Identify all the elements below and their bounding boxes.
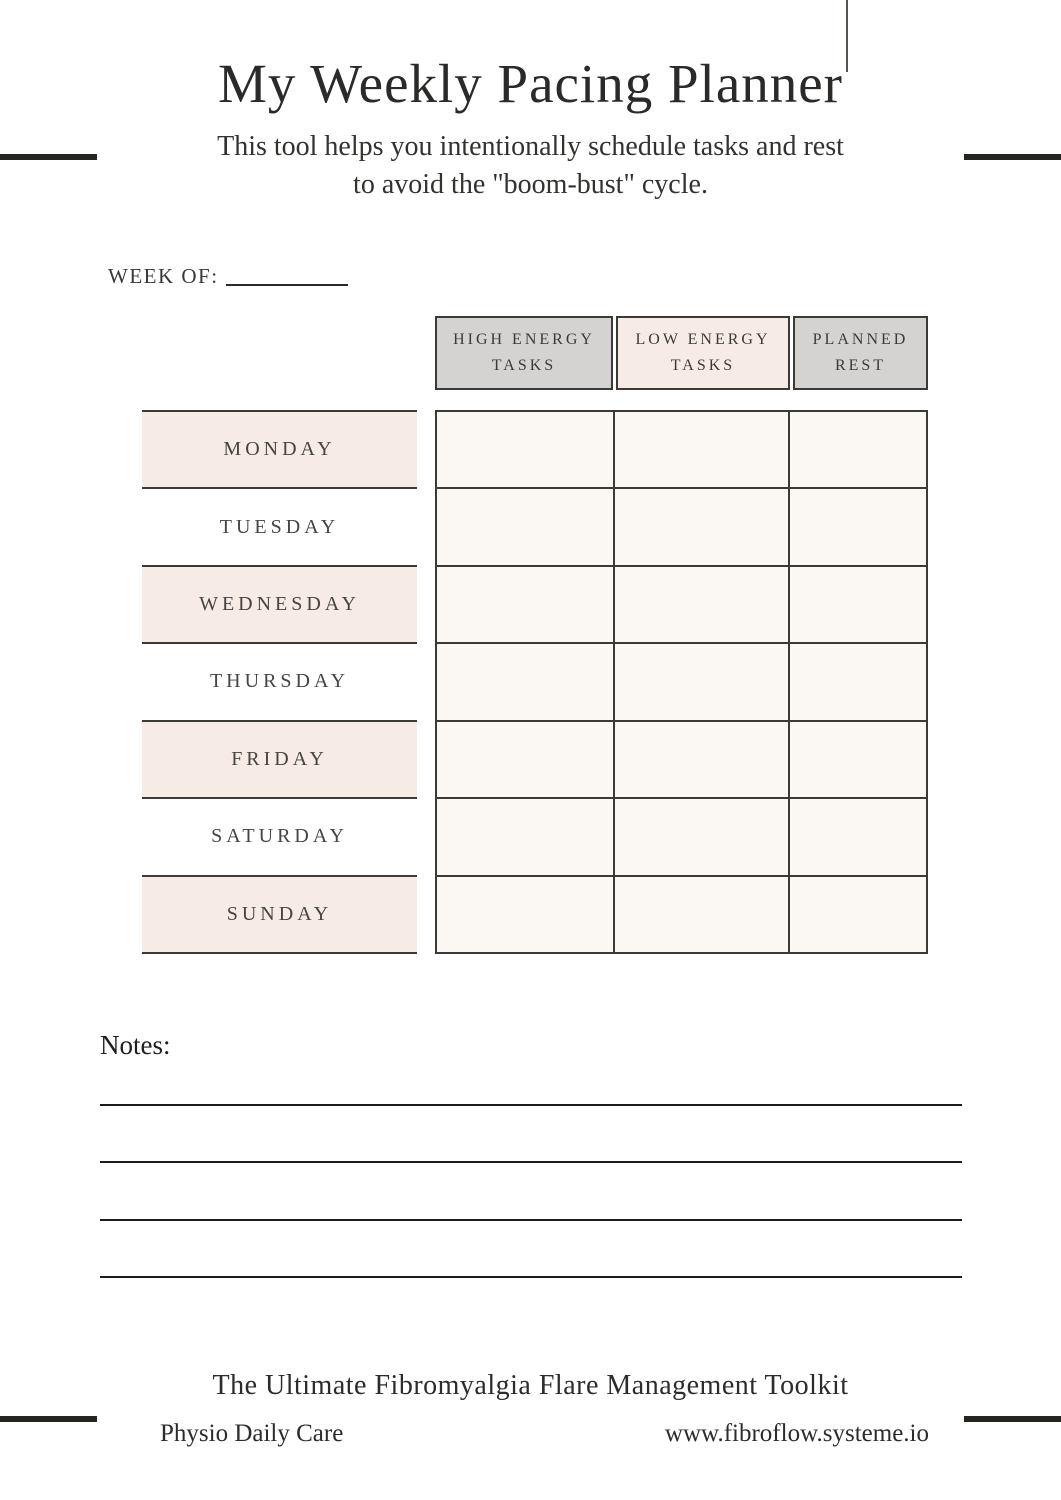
planner-cell [437, 722, 613, 797]
day-label: SUNDAY [226, 902, 333, 925]
day-row-tuesday [142, 489, 417, 566]
page-subtitle [0, 128, 1061, 204]
bottom-left-accent-bar [0, 1416, 97, 1422]
page-title: My Weekly Pacing Planner [218, 53, 843, 114]
column-header-high-energy-line2: TASKS [491, 357, 557, 374]
day-label-column [142, 410, 417, 954]
planner-cell [790, 412, 926, 487]
planner-cell [790, 644, 926, 719]
column-header-planned-rest-line2: REST [834, 357, 887, 374]
planner-cell [615, 644, 788, 719]
day-row-monday [142, 412, 417, 489]
bottom-right-accent-bar [964, 1416, 1061, 1422]
planner-cell [437, 567, 613, 642]
day-label: TUESDAY [219, 515, 340, 538]
day-row-saturday [142, 799, 417, 876]
column-header-low-energy-line2: TASKS [670, 357, 736, 374]
column-header-planned-rest-line1: PLANNED [812, 331, 909, 349]
subtitle-line-1: This tool helps you intentionally schedule tasks and rest [217, 131, 844, 162]
day-row-friday [142, 722, 417, 799]
planner-cell [790, 489, 926, 564]
day-label: FRIDAY [231, 747, 328, 770]
planner-cell [615, 799, 788, 874]
footer-brand: Physio Daily Care [160, 1420, 344, 1447]
week-of-row [108, 264, 348, 289]
planner-grid [435, 410, 928, 954]
column-header-high-energy [435, 316, 613, 390]
planner-cell [790, 799, 926, 874]
planner-cell [790, 877, 926, 952]
footer-website: www.fibroflow.systeme.io [664, 1420, 929, 1447]
planner-cell [437, 877, 613, 952]
day-row-sunday [142, 877, 417, 954]
notes-line [100, 1219, 962, 1221]
planner-cell [437, 799, 613, 874]
day-label: WEDNESDAY [199, 593, 360, 616]
column-header-low-energy-line1: LOW ENERGY [635, 331, 771, 349]
planner-cell [437, 644, 613, 719]
planner-cell [437, 412, 613, 487]
notes-line [100, 1276, 962, 1278]
notes-label: Notes: [100, 1030, 171, 1060]
day-label: MONDAY [223, 438, 336, 461]
day-row-wednesday [142, 567, 417, 644]
week-of-blank-line [226, 284, 348, 286]
week-of-label: WEEK OF: [108, 264, 219, 288]
planner-cell [615, 412, 788, 487]
planner-cell [615, 567, 788, 642]
column-header-high-energy-line1: HIGH ENERGY [453, 331, 595, 349]
planner-cell [437, 489, 613, 564]
planner-cell [790, 567, 926, 642]
day-label: THURSDAY [209, 670, 350, 693]
day-row-thursday [142, 644, 417, 721]
notes-line [100, 1161, 962, 1163]
day-label: SATURDAY [211, 825, 348, 848]
column-header-low-energy [616, 316, 790, 390]
planner-cell [615, 489, 788, 564]
subtitle-line-2: to avoid the "boom-bust" cycle. [353, 169, 708, 201]
notes-line [100, 1104, 962, 1106]
planner-cell [615, 877, 788, 952]
planner-cell [790, 722, 926, 797]
column-header-planned-rest [793, 316, 928, 390]
footer-toolkit-title: The Ultimate Fibromyalgia Flare Management Toolkit [212, 1370, 849, 1401]
planner-cell [615, 722, 788, 797]
